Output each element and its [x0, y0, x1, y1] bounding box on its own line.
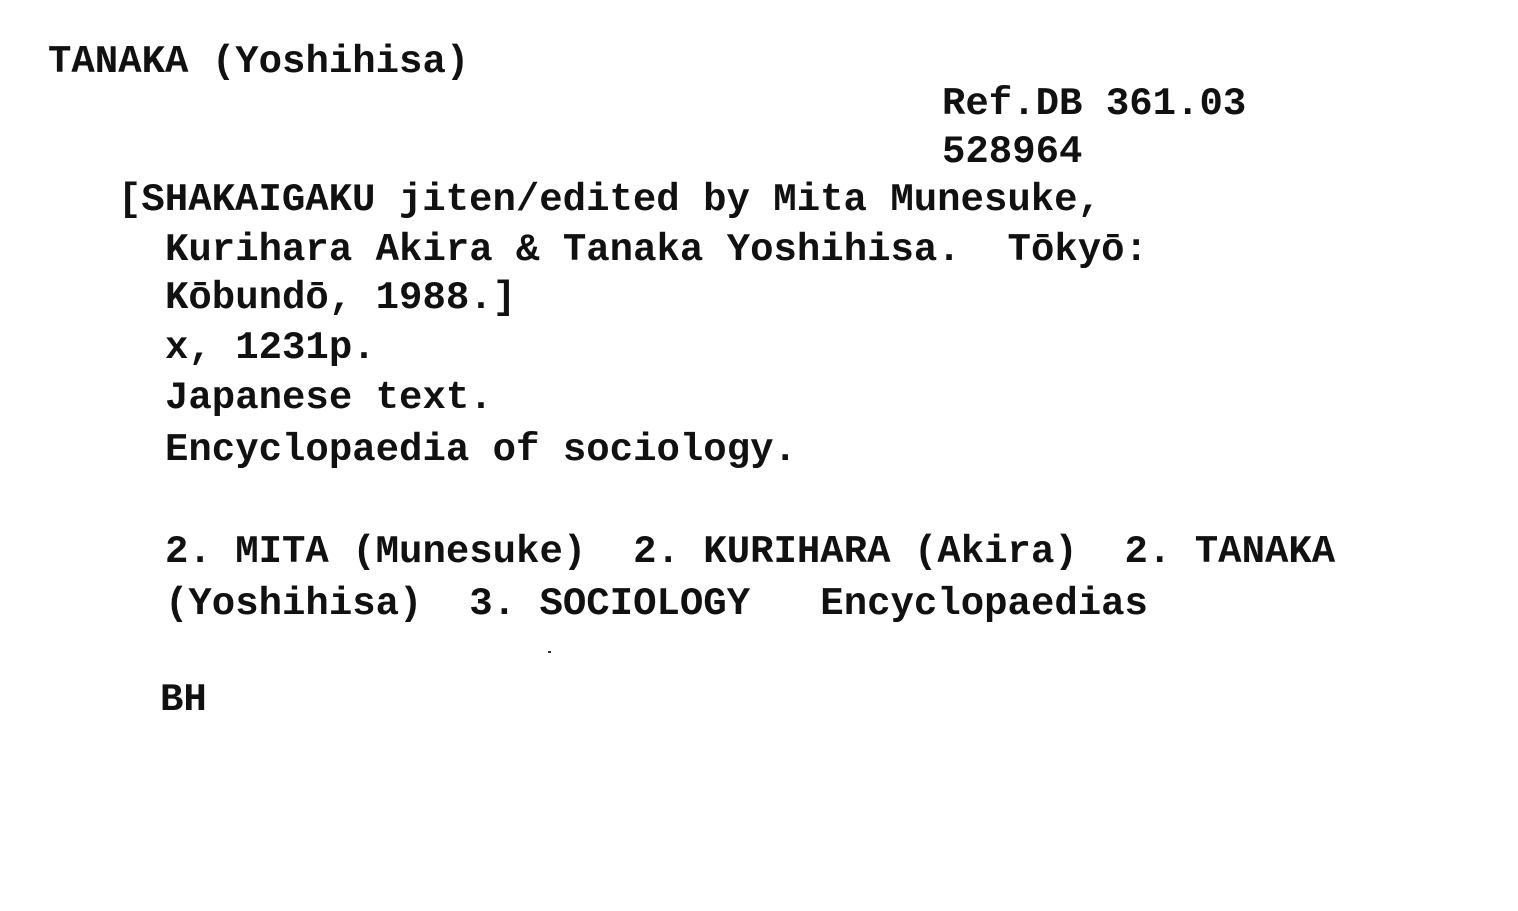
call-number: Ref.DB 361.03: [942, 82, 1247, 126]
title-statement-line-1: [SHAKAIGAKU jiten/edited by Mita Munesuke,: [118, 178, 1101, 222]
title-statement-line-3: Kōbundō, 1988.]: [165, 276, 517, 320]
collation: x, 1231p.: [165, 326, 376, 370]
ink-speck: [548, 651, 551, 653]
tracings-line-1: 2. MITA (Munesuke) 2. KURIHARA (Akira) 2. TANAKA: [165, 530, 1336, 574]
note-parallel-title: Encyclopaedia of sociology.: [165, 428, 797, 472]
cataloger-initials: BH: [160, 678, 207, 722]
note-language: Japanese text.: [165, 376, 493, 420]
accession-number: 528964: [942, 130, 1083, 174]
tracings-line-2: (Yoshihisa) 3. SOCIOLOGY Encyclopaedias: [165, 582, 1148, 626]
title-statement-line-2: Kurihara Akira & Tanaka Yoshihisa. Tōkyō:: [165, 228, 1148, 272]
main-entry-heading: TANAKA (Yoshihisa): [48, 40, 470, 84]
